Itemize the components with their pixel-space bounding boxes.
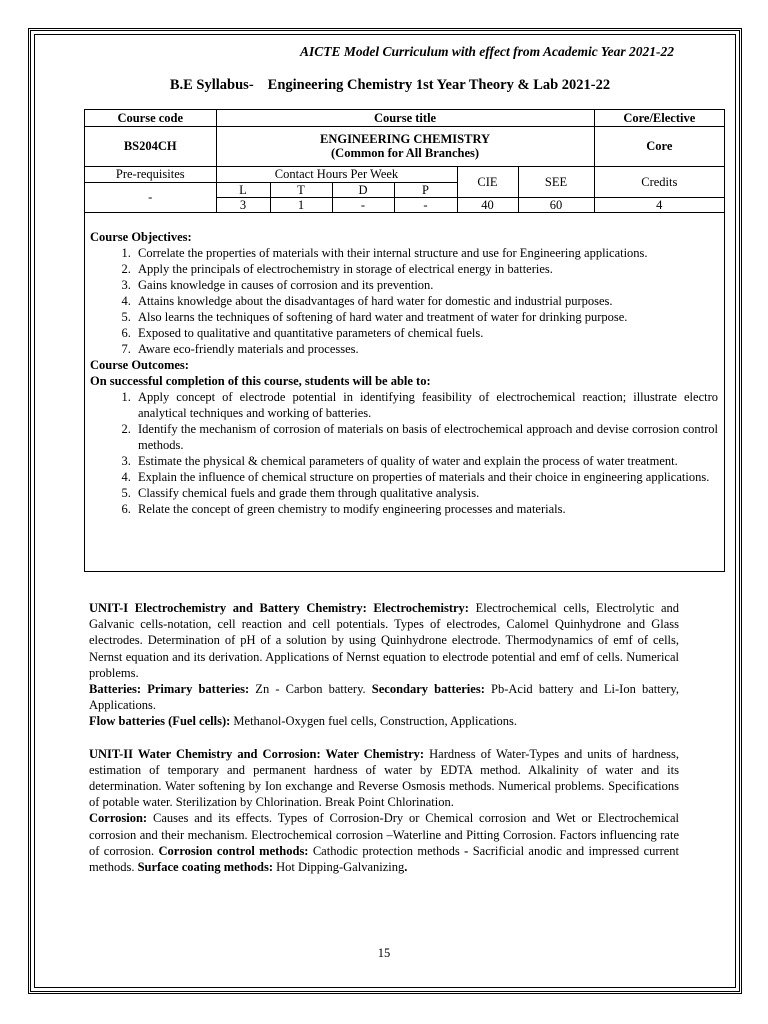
corrosion-label: Corrosion: [89,811,148,826]
value-cie: 40 [457,197,518,212]
header-prerequisites: Pre-requisites [85,166,216,182]
course-title-line1: ENGINEERING CHEMISTRY [319,132,491,146]
outcomes-heading: Course Outcomes: [90,358,189,372]
outcomes-subheading: On successful completion of this course, students will be able to: [90,374,431,388]
header-t: T [270,182,332,197]
batteries-text: Zn - Carbon battery. [249,682,372,697]
objective-item: 5. Also learns the techniques of softening of hard water and treatment of water for drinking purpose. [134,309,718,325]
outcome-item: 1. Apply concept of electrode potential in identifying feasibility of electrochemical reaction; illustrate electro analytical techniques and working of batteries. [134,389,718,421]
header-core-elective: Core/Elective [594,110,724,126]
header-course-code: Course code [85,110,216,126]
objective-item: 2. Apply the principals of electrochemistry in storage of electrical energy in batteries. [134,261,718,277]
course-title-line2: (Common for All Branches) [331,146,480,160]
header-contact-hours: Contact Hours Per Week [216,166,457,182]
secondary-label: Secondary batteries: [371,682,485,697]
objective-item: 7. Aware eco-friendly materials and processes. [134,341,718,357]
unit1-paragraph [89,600,679,681]
value-p: - [394,197,457,212]
control-text2: Sacrificial anodic and impressed current methods. [89,843,679,875]
header-course-title: Course title [216,110,594,126]
unit2-text: Hardness of Water-Types and units of hardness, estimation of temporary and permanent hardness of water by EDTA method. Alkalinity of water and its determination. Water softening by Ion exchange and Reverse Osmosis methods. Numerical problems. Specifications of potable water. Sterilization by Chlorination. Break Point Chlorination. [89,746,679,810]
course-type: Core [594,126,724,166]
outcome-item: 6. Relate the concept of green chemistry to modify engineering processes and materials. [134,501,718,517]
syllabus-label: B.E Syllabus- [169,77,254,93]
control-dash: - [464,843,469,858]
value-see: 60 [518,197,594,212]
outcomes-list [90,389,718,517]
unit1-batteries [89,681,679,713]
outcome-item: 3. Estimate the physical & chemical parameters of quality of water and explain the process of water treatment. [134,453,718,469]
coating-label: Surface coating methods: [137,860,274,875]
unit1-title: UNIT-I Electrochemistry and Battery Chemistry: Electrochemistry: [89,601,469,615]
outcome-item: 4. Explain the influence of chemical structure on properties of materials and their choice in engineering applications. [134,469,718,485]
course-details [90,229,718,517]
batteries-label: Batteries: Primary batteries: [89,682,250,697]
coating-end: . [404,860,408,875]
prerequisites-value: - [85,182,216,212]
objective-item: 3. Gains knowledge in causes of corrosion and its prevention. [134,277,718,293]
value-t: 1 [270,197,332,212]
objective-item: 1. Correlate the properties of materials with their internal structure and use for Engineering applications. [134,245,718,261]
objectives-heading: Course Objectives: [90,230,192,244]
course-table [85,110,724,213]
syllabus-units [89,600,679,875]
unit2-corrosion [89,810,679,875]
header-cie: CIE [457,166,518,197]
value-d: - [332,197,394,212]
course-title [216,126,594,166]
coating-text: Hot Dipping-Galvanizing [273,860,405,875]
header-l: L [216,182,270,197]
value-credits: 4 [594,197,724,212]
value-l: 3 [216,197,270,212]
course-code: BS204CH [85,126,216,166]
flow-label: Flow batteries (Fuel cells): [89,714,231,729]
curriculum-header: AICTE Model Curriculum with effect from Academic Year 2021-22 [299,44,674,59]
header-see: SEE [518,166,594,197]
unit2-title: UNIT-II Water Chemistry and Corrosion: Water Chemistry: [89,746,425,761]
control-label: Corrosion control methods: [158,843,309,858]
syllabus-subject: Engineering Chemistry 1st Year Theory & Lab 2021-22 [267,77,611,93]
objectives-list [90,245,718,357]
header-d: D [332,182,394,197]
page-number: 15 [377,946,391,960]
outcome-item: 2. Identify the mechanism of corrosion of materials on basis of electrochemical approach and devise corrosion control methods. [134,421,718,453]
control-text: Cathodic protection methods [308,843,465,858]
corrosion-text: Causes and its effects. Types of Corrosion-Dry or Chemical corrosion and Wet or Electrochemical corrosion and their mechanism. Electrochemical corrosion –Waterline and Pitting Corrosion. Factors influencing rate of corrosion. [89,811,679,858]
objective-item: 6. Exposed to qualitative and quantitative parameters of chemical fuels. [134,325,718,341]
flow-text: Methanol-Oxygen fuel cells, Construction, Applications. [230,714,518,729]
outcome-item: 5. Classify chemical fuels and grade them through qualitative analysis. [134,485,718,501]
syllabus-title [0,77,768,94]
objective-item: 4. Attains knowledge about the disadvantages of hard water for domestic and industrial purposes. [134,293,718,309]
unit1-text: Electrochemical cells, Electrolytic and Galvanic cells-notation, cell reaction and cell potentials. Types of electrodes, Calomel Quinhydrone and Glass electrodes. Determination of pH of a solution by using Quinhydrone electrode. Thermodynamics of emf of cells, Nernst equation and its derivation. Applications of Nernst equation to electrode potential and emf of cells. Numerical problems. [89,601,679,680]
unit2-paragraph [89,746,679,811]
unit1-flow-batteries [89,713,679,729]
course-box [84,109,725,572]
header-credits: Credits [594,166,724,197]
header-p: P [394,182,457,197]
secondary-text: Pb-Acid battery and Li-Ion battery, Applications. [89,682,679,713]
